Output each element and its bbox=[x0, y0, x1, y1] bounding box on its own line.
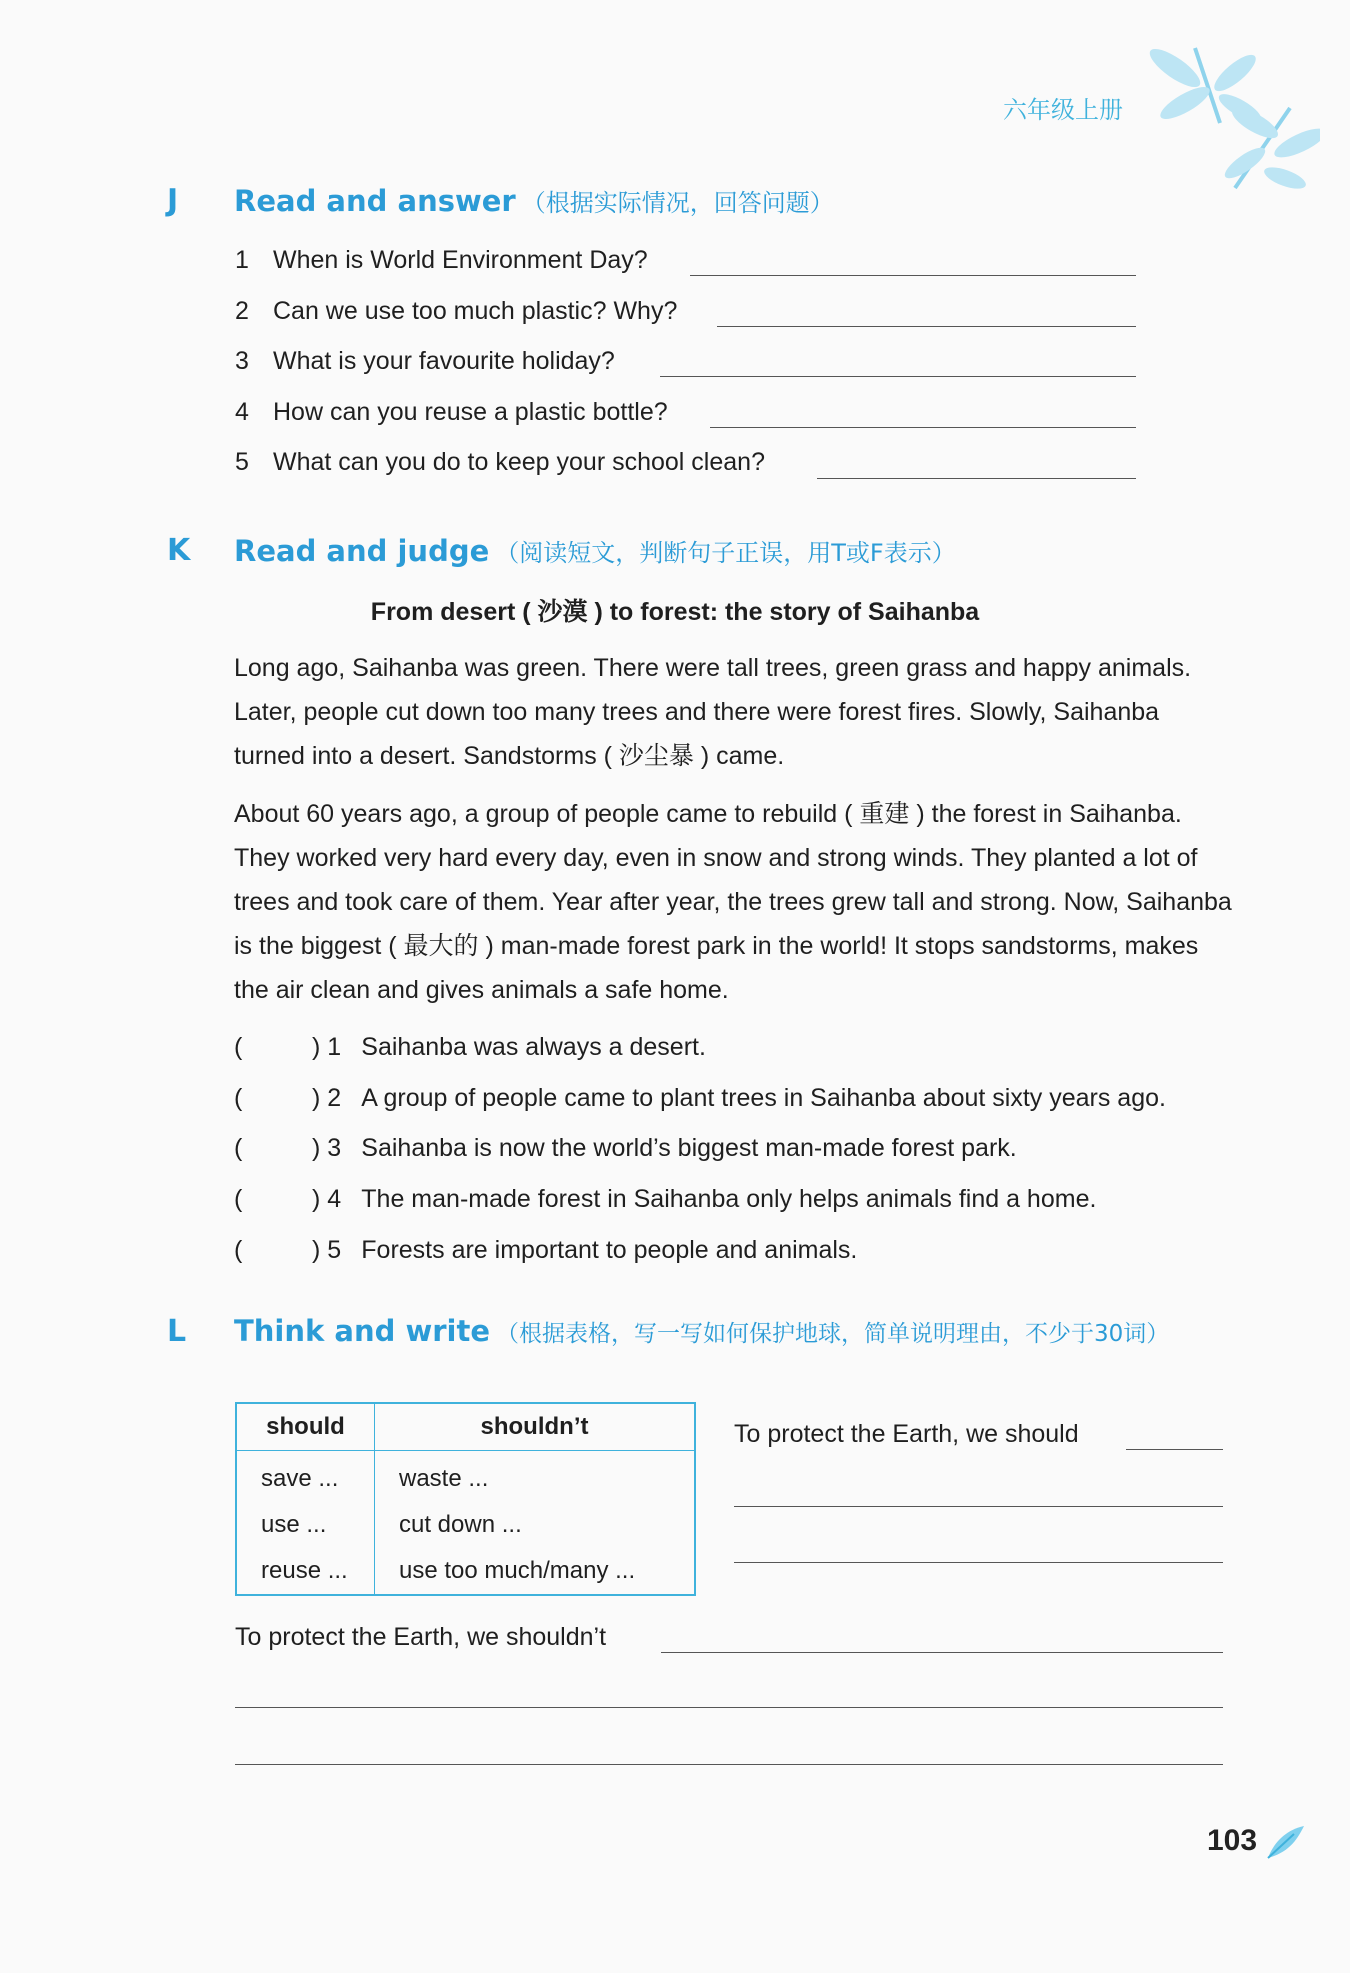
question-text: How can you reuse a plastic bottle? bbox=[273, 398, 668, 426]
answer-bracket-open[interactable]: ( bbox=[234, 1033, 243, 1061]
dragonfly-icon bbox=[1140, 28, 1320, 218]
section-l-title bbox=[234, 1314, 1169, 1348]
question-number: 4 bbox=[235, 398, 249, 426]
writing-line-should-1[interactable] bbox=[1126, 1449, 1223, 1450]
section-j-title-cn: （根据实际情况，回答问题） bbox=[521, 189, 834, 217]
table-row bbox=[236, 1548, 695, 1595]
question-number: 5 bbox=[235, 448, 249, 476]
should-shouldnt-table bbox=[235, 1402, 696, 1596]
page-number: 103 bbox=[1207, 1824, 1258, 1857]
answer-bracket-close: ) bbox=[312, 1236, 321, 1264]
judge-statement-5 bbox=[234, 1236, 857, 1265]
answer-bracket-close: ) bbox=[312, 1033, 321, 1061]
section-k-title-en: Read and judge bbox=[234, 534, 490, 568]
writing-line-shouldnt-2[interactable] bbox=[235, 1707, 1223, 1708]
table-header-shouldnt: shouldn’t bbox=[375, 1403, 696, 1451]
judge-statement-4 bbox=[234, 1185, 1096, 1214]
table-header-should: should bbox=[236, 1403, 375, 1451]
answer-bracket-close: ) bbox=[312, 1134, 321, 1162]
judge-statement-1 bbox=[234, 1033, 706, 1062]
answer-line-2[interactable] bbox=[717, 326, 1136, 327]
story-paragraph-2 bbox=[234, 792, 1234, 1012]
section-l-letter: L bbox=[167, 1314, 187, 1349]
grade-label: 六年级上册 bbox=[1003, 97, 1123, 124]
judge-statement-2 bbox=[234, 1084, 1166, 1113]
table-cell: waste ... bbox=[399, 1465, 489, 1492]
answer-bracket-open[interactable]: ( bbox=[234, 1084, 243, 1112]
section-j-title-en: Read and answer bbox=[234, 184, 516, 218]
answer-bracket-open[interactable]: ( bbox=[234, 1134, 243, 1162]
statement-text: Saihanba is now the world’s biggest man-made forest park. bbox=[361, 1134, 1017, 1162]
writing-line-should-2[interactable] bbox=[734, 1506, 1223, 1507]
question-text: What is your favourite holiday? bbox=[273, 347, 615, 375]
section-k-letter: K bbox=[167, 533, 191, 568]
answer-bracket-close: ) bbox=[312, 1185, 321, 1213]
question-number: 2 bbox=[235, 297, 249, 325]
table-row bbox=[236, 1451, 695, 1503]
statement-text: A group of people came to plant trees in Saihanba about sixty years ago. bbox=[361, 1084, 1166, 1112]
table-header-row bbox=[236, 1403, 695, 1451]
statement-text: Saihanba was always a desert. bbox=[361, 1033, 706, 1061]
question-5 bbox=[235, 448, 765, 477]
statement-text: Forests are important to people and animals. bbox=[361, 1236, 858, 1264]
statement-number: 3 bbox=[327, 1134, 342, 1162]
story-paragraph-1 bbox=[234, 646, 1234, 778]
table-cell: use too much/many ... bbox=[399, 1557, 636, 1584]
table-row bbox=[236, 1502, 695, 1548]
question-text: Can we use too much plastic? Why? bbox=[273, 297, 678, 325]
answer-line-4[interactable] bbox=[710, 427, 1136, 428]
answer-line-1[interactable] bbox=[690, 275, 1136, 276]
statement-text: The man-made forest in Saihanba only helps animals find a home. bbox=[361, 1185, 1097, 1213]
section-k-title-cn: （阅读短文，判断句子正误，用T或F表示） bbox=[495, 539, 956, 567]
paragraph-text: Long ago, Saihanba was green. There were tall trees, green grass and happy animals. Later, people cut down too many trees and there were forest fires. Slowly, Saihanba turned into a desert. Sandstorms ( 沙尘暴 ) came. bbox=[234, 654, 1192, 770]
section-j-letter: J bbox=[167, 183, 179, 218]
question-text: What can you do to keep your school clean? bbox=[273, 448, 765, 476]
section-l-title-en: Think and write bbox=[234, 1314, 491, 1348]
answer-line-5[interactable] bbox=[817, 478, 1136, 479]
writing-line-shouldnt-3[interactable] bbox=[235, 1764, 1223, 1765]
table-cell: reuse ... bbox=[236, 1548, 375, 1595]
paragraph-text: About 60 years ago, a group of people came to rebuild ( 重建 ) the forest in Saihanba. They worked very hard every day, even in snow and strong winds. They planted a lot of trees and took care of them. Year after year, the trees grew tall and strong. Now, Saihanba is the biggest ( 最大的 ) man-made forest park in the world! It stops sandstorms, makes the air clean and gives animals a safe home. bbox=[234, 800, 1232, 1004]
answer-bracket-open[interactable]: ( bbox=[234, 1185, 243, 1213]
statement-number: 2 bbox=[327, 1084, 342, 1112]
statement-number: 1 bbox=[327, 1033, 342, 1061]
section-k-title bbox=[234, 533, 956, 568]
table-cell: use ... bbox=[236, 1502, 375, 1548]
prompt-should: To protect the Earth, we should bbox=[734, 1420, 1079, 1448]
section-j-title bbox=[234, 183, 834, 218]
table-cell: save ... bbox=[236, 1451, 375, 1503]
table-cell: cut down ... bbox=[399, 1511, 522, 1538]
question-text: When is World Environment Day? bbox=[273, 246, 648, 274]
judge-statement-3 bbox=[234, 1134, 1017, 1163]
question-4 bbox=[235, 398, 668, 427]
question-3 bbox=[235, 347, 615, 376]
statement-number: 4 bbox=[327, 1185, 342, 1213]
story-title: From desert ( 沙漠 ) to forest: the story of Saihanba bbox=[370, 598, 980, 626]
writing-line-should-3[interactable] bbox=[734, 1562, 1223, 1563]
writing-line-shouldnt-1[interactable] bbox=[661, 1652, 1223, 1653]
question-2 bbox=[235, 297, 677, 326]
question-1 bbox=[235, 246, 648, 275]
prompt-shouldnt: To protect the Earth, we shouldn’t bbox=[235, 1623, 607, 1651]
statement-number: 5 bbox=[327, 1236, 342, 1264]
leaf-icon bbox=[1264, 1822, 1308, 1862]
answer-bracket-close: ) bbox=[312, 1084, 321, 1112]
answer-bracket-open[interactable]: ( bbox=[234, 1236, 243, 1264]
answer-line-3[interactable] bbox=[660, 376, 1136, 377]
section-l-title-cn: （根据表格，写一写如何保护地球，简单说明理由，不少于30词） bbox=[496, 1321, 1170, 1347]
question-number: 1 bbox=[235, 246, 249, 274]
question-number: 3 bbox=[235, 347, 249, 375]
